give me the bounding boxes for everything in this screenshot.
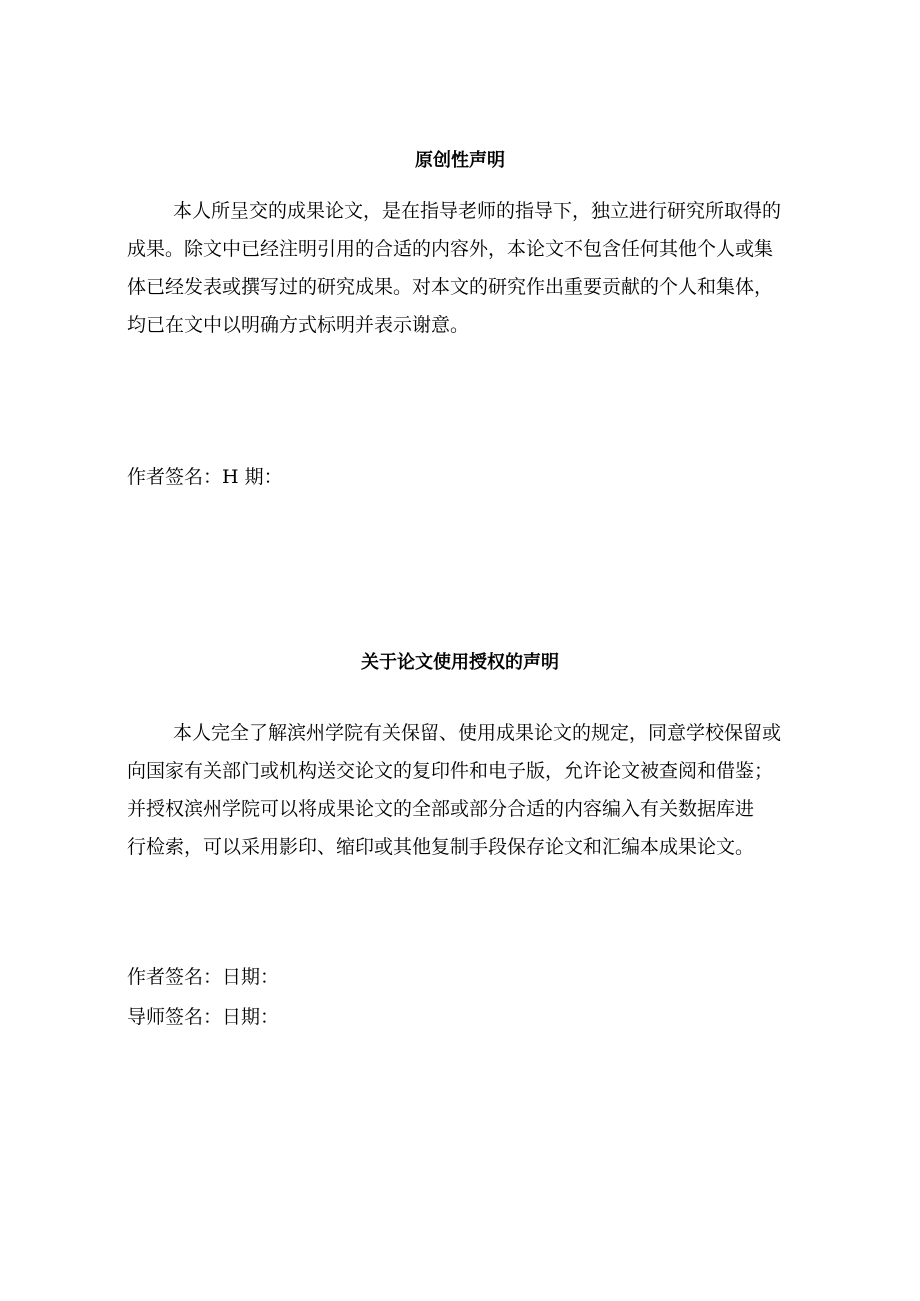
authorization-advisor-signature: 导师签名：日期： xyxy=(127,1006,280,1028)
authorization-author-signature: 作者签名：日期： xyxy=(127,966,280,988)
originality-author-signature: 作者签名：H 期： xyxy=(127,466,283,488)
paragraph-line: 均已在文中以明确方式标明并表示谢意。 xyxy=(127,314,470,336)
paragraph-line: 本人所呈交的成果论文，是在指导老师的指导下，独立进行研究所取得的 xyxy=(173,200,782,222)
authorization-paragraph xyxy=(127,714,807,866)
paragraph-line: 本人完全了解滨州学院有关保留、使用成果论文的规定，同意学校保留或 xyxy=(173,722,782,744)
originality-title: 原创性声明 xyxy=(415,150,505,171)
authorization-title: 关于论文使用授权的声明 xyxy=(361,652,559,673)
paragraph-line: 成果。除文中已经注明引用的合适的内容外，本论文不包含任何其他个人或集 xyxy=(127,238,774,260)
originality-paragraph xyxy=(127,192,807,344)
paragraph-line: 体已经发表或撰写过的研究成果。对本文的研究作出重要贡献的个人和集体， xyxy=(127,276,774,298)
paragraph-line: 并授权滨州学院可以将成果论文的全部或部分合适的内容编入有关数据库进 xyxy=(127,798,755,820)
paragraph-line: 行检索，可以采用影印、缩印或其他复制手段保存论文和汇编本成果论文。 xyxy=(127,836,755,858)
paragraph-line: 向国家有关部门或机构送交论文的复印件和电子版，允许论文被查阅和借鉴； xyxy=(127,760,774,782)
